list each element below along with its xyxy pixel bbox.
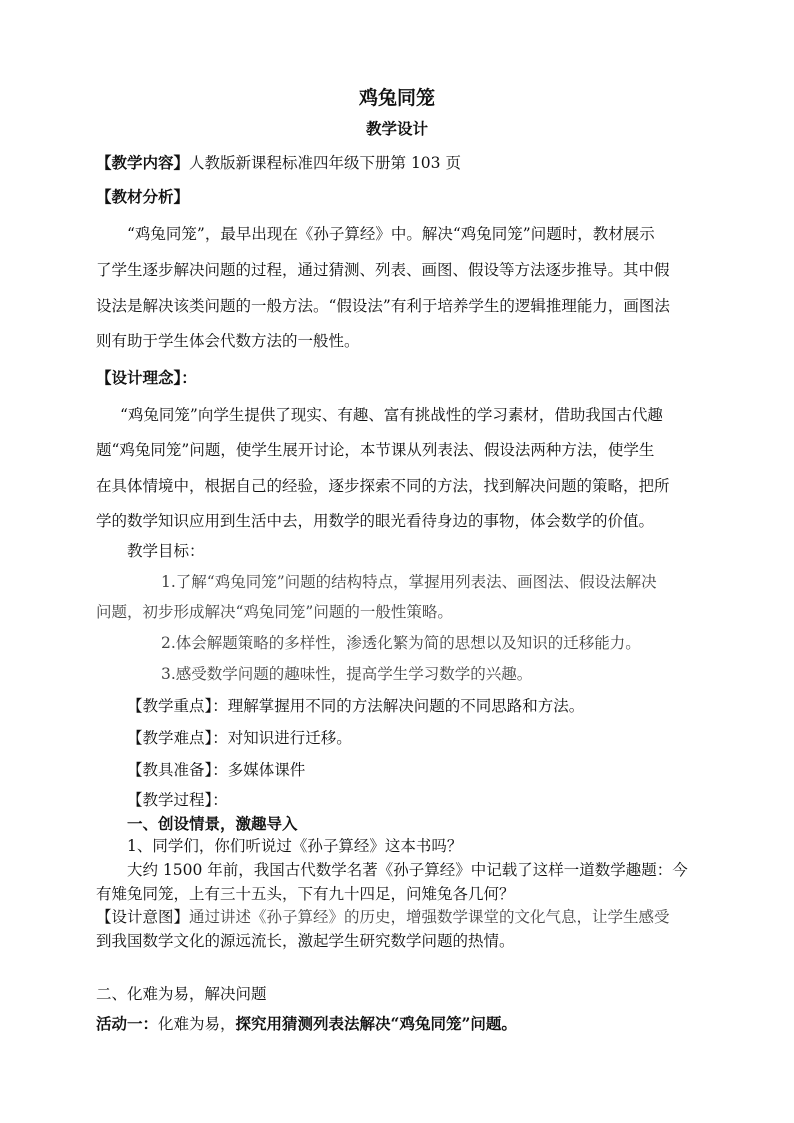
intent-text: 通过讲述《孙子算经》的历史，增强数学课堂的文化气息，让学生感受 bbox=[189, 908, 670, 926]
analysis-line: 了学生逐步解决问题的过程，通过猜测、列表、画图、假设等方法逐步推导。其中假 bbox=[96, 261, 670, 279]
key-point-text: ：理解掌握用不同的方法解决问题的不同思路和方法。 bbox=[212, 697, 585, 715]
concept-line: 在具体情境中，根据自己的经验，逐步探索不同的方法，找到解决问题的策略，把所 bbox=[96, 477, 670, 495]
goals-heading: 教学目标： bbox=[127, 542, 205, 560]
section-1-heading: 一、创设情景，激趣导入 bbox=[127, 814, 298, 833]
tools-text: ：多媒体课件 bbox=[212, 761, 306, 779]
goal-1-line: 问题，初步形成解决“鸡兔同笼”问题的一般性策略。 bbox=[96, 603, 453, 621]
goal-2: 2.体会解题策略的多样性，渗透化繁为简的思想以及知识的迁移能力。 bbox=[161, 634, 641, 652]
concept-heading: 【设计理念】： bbox=[96, 368, 197, 387]
question-1: 1、同学们，你们听说过《孙子算经》这本书吗？ bbox=[127, 837, 463, 855]
analysis-line: “鸡兔同笼”，最早出现在《孙子算经》中。解决“鸡兔同笼”问题时，教材展示 bbox=[127, 225, 655, 243]
concept-line: “鸡兔同笼”向学生提供了现实、有趣、富有挑战性的学习素材，借助我国古代趣 bbox=[120, 406, 663, 424]
difficulty-line bbox=[127, 728, 352, 748]
page-subtitle: 教学设计 bbox=[365, 119, 428, 138]
key-point-label: 【教学重点】 bbox=[127, 697, 213, 715]
tools-line bbox=[127, 760, 305, 780]
content-text: 人教版新课程标准四年级下册第 103 页 bbox=[189, 154, 461, 172]
process-heading: 【教学过程】： bbox=[127, 791, 228, 809]
difficulty-text: ：对知识进行迁移。 bbox=[212, 729, 352, 747]
analysis-line: 设法是解决该类问题的一般方法。“假设法”有利于培养学生的逻辑推理能力，画图法 bbox=[96, 297, 670, 315]
difficulty-label: 【教学难点】 bbox=[127, 729, 213, 747]
intent-label: 【设计意图】 bbox=[96, 908, 190, 926]
section-2-heading: 二、化难为易，解决问题 bbox=[96, 985, 267, 1003]
analysis-line: 则有助于学生体会代数方法的一般性。 bbox=[96, 332, 360, 350]
concept-line: 题“鸡兔同笼”问题，使学生展开讨论，本节课从列表法、假设法两种方法，使学生 bbox=[96, 441, 655, 459]
tools-label: 【教具准备】 bbox=[127, 761, 213, 779]
content-line bbox=[96, 153, 461, 173]
activity-1-line bbox=[96, 1014, 517, 1034]
intent-line bbox=[96, 907, 670, 927]
story-line: 大约 1500 年前，我国古代数学名著《孙子算经》中记载了这样一道数学趣题：今 bbox=[127, 861, 688, 879]
concept-line: 学的数学知识应用到生活中去，用数学的眼光看待身边的事物，体会数学的价值。 bbox=[96, 512, 655, 530]
analysis-heading: 【教材分析】 bbox=[96, 187, 190, 206]
goal-3: 3.感受数学问题的趣味性，提高学生学习数学的兴趣。 bbox=[161, 665, 533, 683]
intent-line-2: 到我国数学文化的源远流长，激起学生研究数学问题的热情。 bbox=[96, 932, 515, 950]
content-label: 【教学内容】 bbox=[96, 153, 190, 172]
goal-1-line: 1.了解“鸡兔同笼”问题的结构特点，掌握用列表法、画图法、假设法解决 bbox=[161, 573, 657, 591]
activity-text-bold: 探究用猜测列表法解决“鸡兔同笼”问题。 bbox=[235, 1014, 517, 1033]
activity-label: 活动一： bbox=[96, 1014, 159, 1033]
key-point-line bbox=[127, 696, 584, 716]
story-line: 有雉兔同笼，上有三十五头，下有九十四足，问雉兔各几何？ bbox=[96, 885, 515, 903]
page-title: 鸡兔同笼 bbox=[358, 87, 435, 109]
activity-text-plain: 化难为易， bbox=[158, 1015, 236, 1033]
